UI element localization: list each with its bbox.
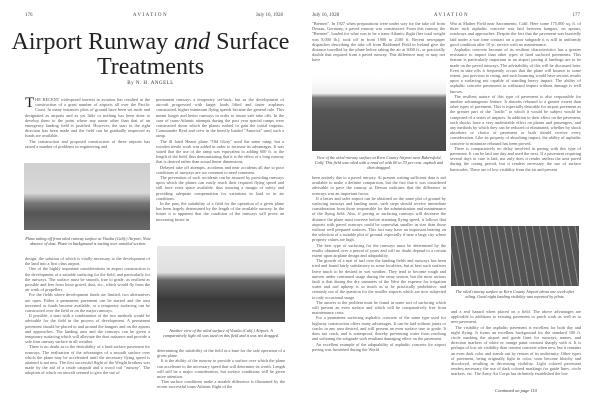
issue-date: July 16, 1928 <box>255 13 283 18</box>
drop-cap: T <box>25 97 35 111</box>
photo-oiled-surface-visalia <box>157 246 285 322</box>
running-header: AVIATION <box>433 13 470 18</box>
paragraph: The answer to the problem must be found in some sort of surfacing which will present an even surface and which will be comparatively free from maintenance costs. <box>312 299 446 316</box>
paragraph: There is no doubt as to the desirability of a hard surface pavement for runways. The realization of the advantages of a smooth surface over which the plane may be accelerated until the necessary flying speed is attained is not new. The first successful flight of the Wright brothers was made by the aid of a crude catapult and a wood rail "runway". The adoption of which on aircraft seemed to give the use of <box>25 344 150 376</box>
paragraph: The best type of surfacing for the runways must be determined by the results obtained over a period of years and will no doubt depend to a certain extent upon airplane design and adaptability. <box>312 242 446 259</box>
column-2-bottom <box>157 348 285 398</box>
paragraph: There is comparatively no delay involved in paving with this type of pavement. It can be laid one day and used the next. If a pavement requiring several days to cure is laid, not only does it render useless the area paved during the curing period, but it renders necessary the use of surface barricades. These are of low visibility from the air and present <box>450 145 581 172</box>
right-page <box>301 0 602 420</box>
paragraph: determining the suitability of the field as a base for the safe operation of a given plane. <box>157 348 285 359</box>
paragraph: In the past, the suitability of a field for the operation of a given plane has been largely determined by the length of the available runway. In the future it is apparent that the condition of the runways will prove an increasing factor in <box>156 201 284 222</box>
paragraph: permanent runways a temporary set-back, but as the development of aircraft progressed with larger loads lifted and faster airplanes constructed, higher minimum flying speeds became the general rule. This meant longer and better runways in order to insure safe take offs. In the case of trans-Atlantic attempts during the past year special ramps were constructed down which the planes rushed to gain the initial impetus. Commander Byrd and crew in the heavily loaded "America" used such a ramp. <box>156 97 284 139</box>
column-1-bottom <box>25 256 150 396</box>
paragraph: If possible, a start with a combination of the two methods would be advisable for the field in the process of development. A permanent pavement should be placed in and around the hangars and on the aprons and approaches. The landing area and the runways can be given a temporary surfacing which will alleviate the dust nuisance and provide a safe firm runway surface in all weather. <box>25 313 150 345</box>
column-1-bottom <box>312 175 446 397</box>
column-2-top <box>450 21 581 206</box>
paragraph: It is the ability of the runway to provide a surface over which the plane can accelerate to the necessary speed that will determine its worth. Length will still be a major consideration, but surface conditions will be given more attention. <box>157 358 285 380</box>
photo-plane-takeoff-visalia <box>24 163 150 230</box>
page-number: 177 <box>572 13 580 18</box>
paragraph: design, the solution of which is vitally necessary to the development of the land into a first class airport. <box>25 256 150 267</box>
paragraph: The ill fated Hearst plane "Old Glory" used the same ramp, but a wooden trestle work was added in order to increase its advantages. It was stated that the use of the ramp was equivalent to adding 600 ft. to the length of the field, thus demonstrating that it is the effect of a long runway that is desired rather than actual linear dimensions. <box>156 138 284 165</box>
article-title-line2: Treatments <box>96 54 205 80</box>
paragraph: That surface conditions make a notable difference is illustrated by the recent successful trans-Atlantic flight of the <box>157 379 285 390</box>
photo-caption: The oiled runway surface at Kern County Airport about one week after oiling. Good night landing visibility was reported by pilots. <box>455 289 575 299</box>
paragraph: For a permanent surfacing asphaltic concrete of the same type used for highway construction offers many advantages. It can be laid without joints or cracks in any area desired, and will present an even surface true to grade. It does not crack, and is waterproof, thereby preventing water from reaching and softening the subgrade with resultant damaging effect on the pavement. <box>312 315 446 342</box>
column-2-top <box>156 97 284 243</box>
paragraph: and a real hazard when placed on a field. The above advantages are applicable to additions to existing pavement or patch work as well as to new pavement. <box>451 309 581 325</box>
photo-kern-county-after-oiling <box>451 226 579 286</box>
paragraph: The visibility of the asphaltic pavement is excellent for both day and night flying. It forms an excellent background for the standard 100 ft. circle marking the airport and guide lines for runways, names, and direction markers of white or orange paint contrast sharply with it. It is perhaps of low air visibility than cement concrete when new, but it remains an even dark color and stands out by reason of its uniformity. Other types of pavement, being originally light in color, soon become blotchy and discolored, resulting in decreasing visibility. Light colored pavement renders necessary the use of dark colored markings for guide lines, circle markers, etc. The Army Air Corps has definitely established the low <box>451 324 581 377</box>
column-1-top <box>25 97 150 161</box>
paragraph: been entirely due to a paved runway. At present writing sufficient data is not available to make a definite comparison, but the fact that it was considered advisable to pave the runway at Dessau indicates that the difference in runways was an important factor. <box>312 175 446 196</box>
byline: By N. H. ANGELL <box>127 81 174 86</box>
paragraph: Delayed take off attempts, accidents and near accidents all due to poor conditions of runways are too common to need comment. <box>156 164 284 175</box>
paragraph: If a better and safer airport can be obtained on the same plot of ground by surfacing runways and landing areas, such steps should receive immediate consideration from those responsible for the administration and maintenance of the flying field. Also, if paving or surfacing runways will decrease the distance the plane must traverse before attaining flying speed, it follows that airports with paved runways could be somewhat smaller in size than those without well prepared surfaces. This fact may have an important bearing on the selection of a suitable plot of ground, especially if near a large city where property values are high. <box>312 195 446 243</box>
paragraph: "Bremen". In 1927 when preparations were under way for the take off from Dessau, Germany, a paved runway was constructed. From this runway the "Bremen", loaded for what was to be a trans-Atlantic flight (her total weight was 8,000 lb.), took off in from 1900 to 2100 ft. Recent newspaper dispatches describing the take off from Baldonnel Field in Ireland give the distance travelled by the plane before taking the air at 3000 ft., or practically double that required from a paved runway. This difference may or may not have <box>312 21 445 63</box>
photo-kern-county-runway <box>312 77 446 151</box>
continued-note: Continued on page 110 <box>495 388 537 393</box>
page-number: 176 <box>25 13 33 18</box>
photo-caption: Plane taking off from oiled runway surface at Visalia (Calif.) Airport. Note absence of dust. Plane in background is taxiing over untoiled section. <box>25 236 151 246</box>
column-1-top <box>312 21 445 63</box>
paragraph: An excellent example of the adaptability of asphaltic concrete for airport paving was furnished during the World <box>312 341 446 352</box>
paragraph: War at Mather Field near Sacramento, Calif. Here some 175,000 sq. ft. of three inch asphaltic concrete was laid between hangars, on aprons, roadways and approaches. Despite the fact that the pavement was hurriedly laid under a war time contract on a poor subgrade it is still in uniformly good condition after 10 yr. service with no maintenance. <box>450 21 581 47</box>
paragraph: One of the highly important considerations in airport construction is the development of a suitable surfacing for the field, and particularly for the runways. The surface must be smooth, true to grade, as resilient as possible and free from loose gravel, dust, etc., which would fly from the air wash of propellers. <box>25 266 150 293</box>
paragraph: The construction and proposed construction of these airports has raised a number of problems in engineering and <box>25 138 150 149</box>
paragraph: Asphaltic concrete because of its resilient characteristics has a greater resistance to impact than other types of hard surfaced pavements. This feature is particularly important in an airport paving if landings are to be made on the paved runways. The advisability of this will be discussed later. Even in take offs it frequently occurs that the plane will bounce to some extent, just previous to rising, and such bouncing would have serious results upon a surfacing not capable of standing heavy impact. The ability of asphaltic concrete pavements to withstand impact without damage is well known. <box>450 47 581 94</box>
paragraph: The resilient nature of this type of pavement is also responsible for another advantageous feature. It absorbs rebound to a greater extent than other types of pavement. This is especially desirable for airport pavement as the greater part of the "traffic" to which it would be subject would be composed of a series of impacts. In addition to their effect on the pavement, such shocks have a very undesirable effect on planes and passengers, and any methods by which they can be reduced or eliminated, whether by shock absorbers or choice of pavement or both should receive every consideration. Like its property of absorbing impact, the ability of asphaltic concrete to minimize rebound has been proved. <box>450 93 581 146</box>
paragraph: For the fields where development funds are limited, two alternatives are open. Either a permanent pavement can be started and the area increased as funds become available, or a temporary surfacing can be constructed over the field or on the major runways. <box>25 292 150 314</box>
photo-caption: View of the oiled runway surface at Kern County Airport near Bakersfield, Calif. This field was oiled with a road oil with 60 to 70 per cent. asphalt and then dragged. <box>314 155 444 170</box>
paragraph: The growth of a mat of turf over the landing fields and runways has been tried and found fairly satisfactory in some localities, but at best such surfaces leave much to be desired in wet weather. They tend to become rough and uneven under continued usage during the rainy season, but the most serious fault is that during the dry summers of the West the expense for irrigation water and turf upkeep is so much as to be practically prohibitive, and certainly out of the question for the smaller airports which are now subjected to only occasional usage. <box>312 258 446 300</box>
column-2-bottom <box>451 309 581 387</box>
issue-date: July 16, 1928 <box>312 13 340 18</box>
article-title: Airport Runway and Surface <box>11 29 290 55</box>
paragraph: HE RECENT widespread interest in aviation has resulted in the construction of a great number of airports all over the Pacific Coast. In many instances plots of ground have been set aside and designated as airports and as yet little or nothing has been done to develop them to the point where any name other than that of an emergency landing field is justified. However, the start in the right direction has been made and the field can be gradually improved as funds are available. <box>25 97 150 139</box>
photo-caption: Another view of the oiled surface of Visalia (Calif.) Airport. A comparatively light oil was used on this field and it was not dragged. <box>163 328 279 338</box>
running-header: AVIATION <box>132 13 169 18</box>
paragraph: The prevention of such accidents can be assured by providing runways upon which the planes can easily reach their required flying speed and still have extra space available, thus insuring a margin of safety and providing adequate compensation for variations in load or in air conditions. <box>156 175 284 201</box>
